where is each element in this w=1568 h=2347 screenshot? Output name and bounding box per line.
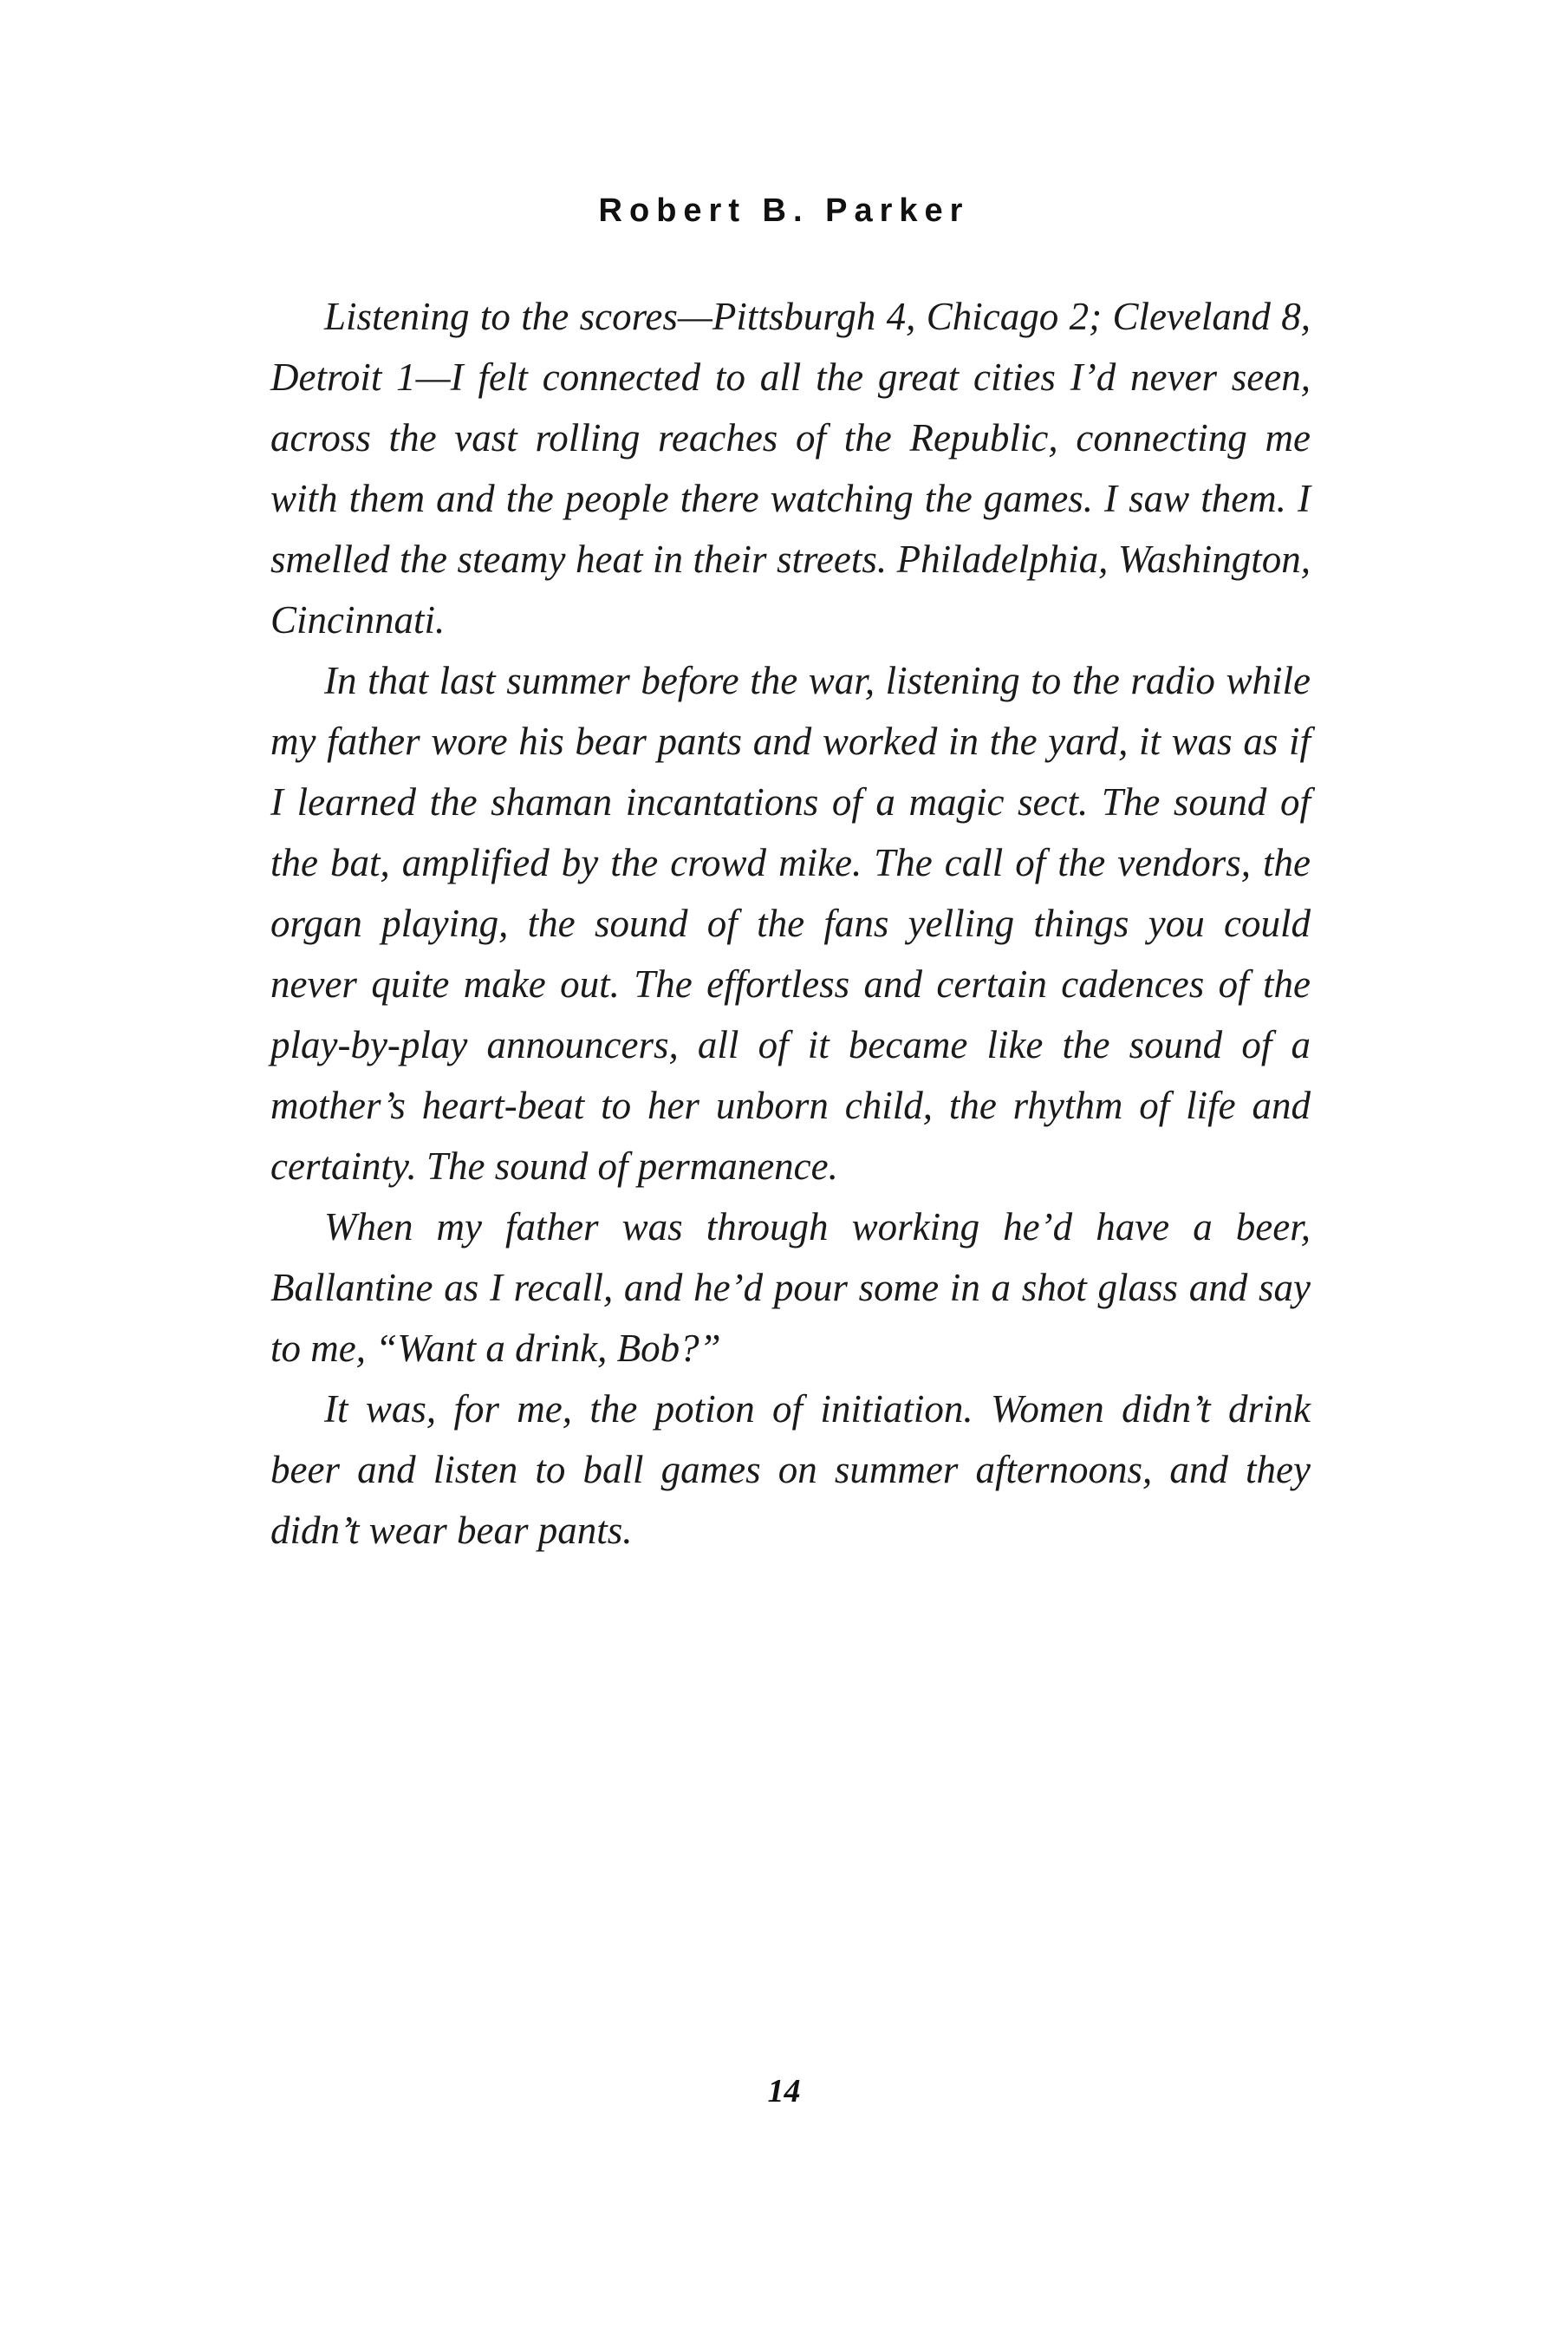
running-head: Robert B. Parker (598, 192, 970, 229)
paragraph-2: In that last summer before the war, listening to the radio while my father wore his bear pants and worked in the yard, it was as if I learned the shaman incantations of a magic sect. The sound of the bat, amplified by the crowd mike. The call of the vendors, the organ playing, the sound of the fans yelling things you could never quite make out. The effortless and certain cadences of the play-by-play announcers, all of it became like the sound of a mother’s heart-beat to her unborn child, the rhythm of life and certainty. The sound of permanence. (270, 659, 1311, 1188)
paragraph-1: Listening to the scores—Pittsburgh 4, Chicago 2; Cleveland 8, Detroit 1—I felt connected to all the great cities I’d never seen, across the vast rolling reaches of the Republic, connecting me with them and the people there watching the games. I saw them. I smelled the steamy heat in their streets. Philadelphia, Washington, Cincinnati. (270, 295, 1311, 642)
body-text (270, 286, 1311, 1561)
paragraph-4: It was, for me, the potion of initiation. Women didn’t drink beer and listen to ball games on summer afternoons, and they didn’t wear bear pants. (270, 1387, 1311, 1552)
paragraph-3: When my father was through working he’d have a beer, Ballantine as I recall, and he’d pour some in a shot glass and say to me, “Want a drink, Bob?” (270, 1205, 1311, 1370)
page-number: 14 (767, 2073, 801, 2109)
